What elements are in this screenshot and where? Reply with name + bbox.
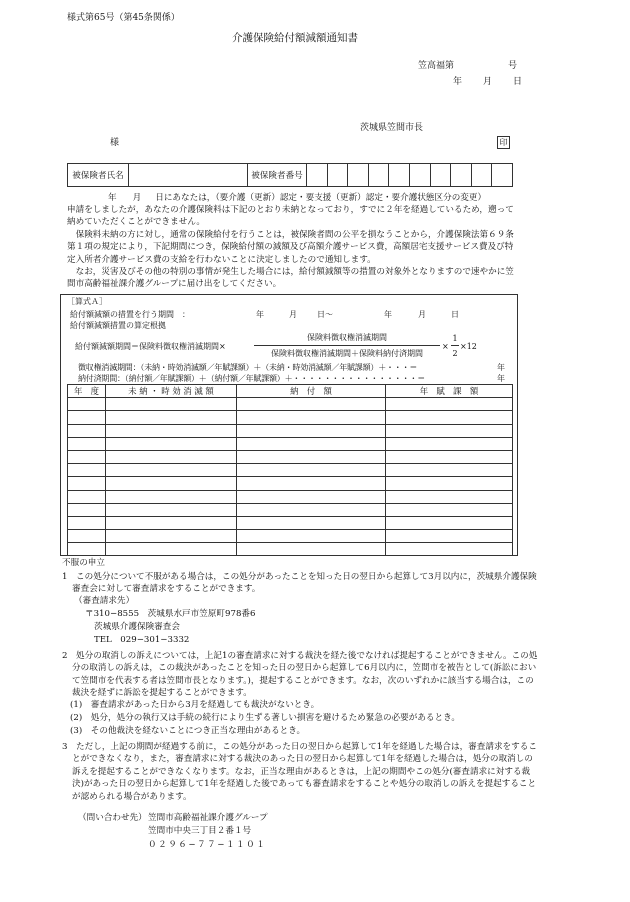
table-row [68,464,513,477]
issuer: 茨城県笠間市長 [360,123,424,133]
period-label: 給付額減額の措置を行う期間 ： [70,310,190,319]
appeal-subitem-1: (1) 審査請求があった日から3月を経過しても裁決がないとき。 [70,700,320,710]
table-cell[interactable] [68,437,106,450]
insured-number-label: 被保険者番号 [248,164,307,187]
date-year: 年 [453,77,463,87]
date-month: 月 [483,77,493,87]
column-header: 年 賦 課 額 [386,385,513,398]
table-cell[interactable] [68,530,106,543]
table-cell[interactable] [68,450,106,463]
table-cell[interactable] [386,516,513,529]
appeal-subitem-3: (3) その他裁決を経ないことにつき正当な理由があるとき。 [70,726,306,736]
formula-label: ［算式Ａ］ [67,297,107,306]
table-cell[interactable] [237,516,386,529]
table-cell[interactable] [386,490,513,503]
table-cell[interactable] [386,530,513,543]
table-row [68,503,513,516]
insured-number-digit[interactable] [492,164,513,187]
period-from-year: 年 [256,310,264,319]
appeal-item-3: 3 ただし，上記の期間が経過する前に，この処分があった日の翌日から起算して1年を経過した場合は，審査請求をすることができなくなり，また，審査請求に対する裁決のあった日の翌日から起算して1年を経過した場合は，処分の取消しの訴えを提起することができなくなります。なお，正当な理由があるときは，上記の期間やこの処分(審査請求に対する裁決)があった日の翌日から起算して1年を経過した後であっても審査請求をすることや処分の取消しの訴えを提起することが認められる場合があります。 [62,742,537,802]
table-cell[interactable] [237,503,386,516]
table-row [68,516,513,529]
table-row [68,530,513,543]
insured-number-digit[interactable] [327,164,348,187]
table-cell[interactable] [68,398,106,411]
table-cell[interactable] [68,464,106,477]
appeal-destination-label: （審査請求先） [74,596,135,606]
table-cell[interactable] [386,411,513,424]
table-cell[interactable] [106,411,237,424]
body-date-line: 年 月 日にあなたは，（要介護（更新）認定・要支援（更新）認定・要介護状態区分の変更） [108,193,487,203]
insured-number-digit[interactable] [307,164,328,187]
period-from-day: 日〜 [317,310,333,319]
fraction-bar [254,345,440,346]
table-cell[interactable] [106,450,237,463]
body-paragraph-1: 申請をしましたが，あなたの介護保険料は下記のとおり未納となっており，すでに２年を経過しているため，遡って納めていただくことができません。 [67,205,514,228]
doc-number-suffix: 号 [508,61,518,71]
table-cell[interactable] [237,398,386,411]
table-row [68,543,513,556]
table-row [68,424,513,437]
seal-mark: 印 [497,136,510,149]
insured-number-digit[interactable] [389,164,410,187]
contact-department: 笠間市高齢福祉課介護グループ [148,813,268,823]
table-cell[interactable] [386,503,513,516]
times-twelve: ×12 [460,342,477,351]
paid-period-line: 納付済期間：（納付額／年賦課額）＋（納付額／年賦課額）＋・・・・・・・・・・・・・・・・＝ [78,374,425,383]
insured-number-digit[interactable] [409,164,430,187]
table-cell[interactable] [106,398,237,411]
contact-address: 笠間市中央三丁目２番１号 [148,826,252,836]
table-cell[interactable] [237,450,386,463]
column-header: 年 度 [68,385,106,398]
appeal-destination-name: 茨城県介護保険審査会 [94,622,180,632]
table-cell[interactable] [106,477,237,490]
half-denominator: 2 [452,349,458,358]
year-unit-a: 年 [497,363,505,372]
date-day: 日 [513,77,523,87]
year-unit-b: 年 [497,374,505,383]
table-cell[interactable] [106,543,237,556]
table-cell[interactable] [237,424,386,437]
table-row [68,398,513,411]
period-from-month: 月 [289,310,297,319]
column-header: 未 納 ・ 時 効 消 滅 額 [106,385,237,398]
table-cell[interactable] [68,424,106,437]
collection-period-line: 徴収権消滅期間：（未納・時効消滅額／年賦課額）＋（未納・時効消滅額／年賦課額）＋・・・＝ [78,363,418,372]
table-row [68,490,513,503]
insured-number-digit[interactable] [451,164,472,187]
table-cell[interactable] [68,411,106,424]
table-row [68,450,513,463]
form-number: 様式第65号（第45条関係） [67,13,180,23]
appeal-destination-tel: TEL 029−301−3332 [94,635,190,645]
body-paragraph-2: 保険料未納の方に対し，通常の保険給付を行うことは，被保険者間の公平を損なうことから，介護保険法第６９条第１項の規定により，下記期間につき，保険給付額の減額及び高額介護サービス費，高額居宅支援サービス費及び特定入所者介護サービス費の支給を行わないことに決定しましたので通知します。 [67,230,514,265]
insured-number-digit[interactable] [430,164,451,187]
table-cell[interactable] [237,477,386,490]
period-to-year: 年 [384,310,392,319]
table-cell[interactable] [237,437,386,450]
column-header: 納 付 額 [237,385,386,398]
table-cell[interactable] [106,503,237,516]
table-cell[interactable] [106,530,237,543]
insured-number-digit[interactable] [471,164,492,187]
insured-number-digit[interactable] [368,164,389,187]
table-cell[interactable] [68,503,106,516]
table-row [68,477,513,490]
table-cell[interactable] [68,490,106,503]
calc-numerator: 保険料徴収権消滅期間 [307,333,387,342]
table-cell[interactable] [386,424,513,437]
table-cell[interactable] [106,464,237,477]
appeal-heading: 不服の申立 [62,558,105,568]
appeal-item-1: 1 この処分について不服がある場合は，この処分があったことを知った日の翌日から起算して3月以内に，茨城県介護保険審査会に対して審査請求をすることができます。 [62,572,537,595]
table-cell[interactable] [106,490,237,503]
insured-number-digit[interactable] [348,164,369,187]
insured-name-field[interactable] [129,164,248,187]
appeal-destination-address: 〒310−8555 茨城県水戸市笠原町978番6 [85,609,256,619]
table-cell[interactable] [68,477,106,490]
table-cell[interactable] [106,424,237,437]
period-to-month: 月 [418,310,426,319]
table-cell[interactable] [237,543,386,556]
recipient-suffix: 様 [110,138,120,148]
basis-label: 給付額減額措置の算定根拠 [70,321,166,330]
table-cell[interactable] [386,543,513,556]
table-row [68,437,513,450]
doc-number-prefix: 笠高福第 [418,61,455,71]
table-cell[interactable] [106,516,237,529]
table-cell[interactable] [237,411,386,424]
contact-label: （問い合わせ先） [78,813,147,823]
half-bar [451,345,459,346]
table-cell[interactable] [237,530,386,543]
times-sign: × [442,342,449,351]
document-title: 介護保険給付額減額通知書 [232,32,358,44]
table-cell[interactable] [68,543,106,556]
insured-id-table [67,163,513,187]
table-cell[interactable] [386,437,513,450]
table-cell[interactable] [237,490,386,503]
table-cell[interactable] [237,464,386,477]
table-cell[interactable] [386,464,513,477]
body-paragraph-3: なお，災害及びその他の特別の事情が発生した場合には，給付額減額等の措置の対象外となりますので速やかに笠間市高齢福祉課介護グループに届け出をしてください。 [67,267,514,290]
appeal-item-2: 2 処分の取消しの訴えについては，上記1の審査請求に対する裁決を経た後でなければ提起することができません。この処分の取消しの訴えは，この裁決があったことを知った日の翌日から起算して6月以内に，笠間市を被告として(訴訟において笠間市を代表する者は笠間市長となります。)，提起することができます。なお，次のいずれかに該当する場合は，この裁決を経ずに訴訟を提起することができます。 [62,651,538,699]
half-numerator: 1 [452,334,458,343]
insured-name-label: 被保険者氏名 [68,164,129,187]
contact-phone: ０２９６−７７−１１０１ [148,840,267,850]
calc-lhs: 給付額減額期間＝保険料徴収権消滅期間× [75,342,226,351]
table-cell[interactable] [68,516,106,529]
table-row [68,411,513,424]
calc-denominator: 保険料徴収権消滅期間＋保険料納付済期間 [271,349,423,358]
table-cell[interactable] [386,398,513,411]
period-to-day: 日 [451,310,459,319]
payment-history-table [67,384,513,556]
table-cell[interactable] [106,437,237,450]
appeal-subitem-2: (2) 処分，処分の執行又は手続の続行により生ずる著しい損害を避けるため緊急の必要があるとき。 [70,713,460,723]
table-cell[interactable] [386,450,513,463]
table-cell[interactable] [386,477,513,490]
